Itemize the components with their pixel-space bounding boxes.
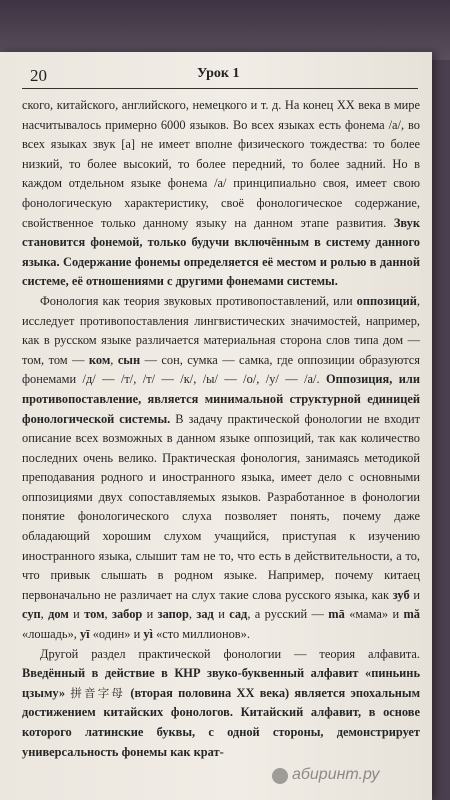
bold-text: yì — [143, 627, 153, 642]
bold-text: дом — [48, 607, 69, 622]
paragraph — [22, 645, 420, 763]
bold-text: оппозиций — [356, 293, 417, 308]
bold-text: запор — [157, 607, 189, 622]
bold-text: yī — [79, 627, 90, 642]
text-run: Другой раздел практической фонологии — теория алфавита. — [40, 646, 420, 661]
text-run: и — [213, 607, 230, 622]
text-run: «сто миллионов». — [152, 627, 250, 642]
bold-text: забор — [111, 607, 143, 622]
text-run: и — [68, 607, 85, 622]
text-run: «лошадь», — [22, 627, 80, 642]
text-run: и — [409, 587, 420, 602]
watermark-logo-icon — [272, 768, 288, 784]
paragraph — [22, 96, 420, 292]
text-run: — сон, сумка — самка, где оппозиции образуются фонемами /д/ — /т/, /т/ — /к/, /ы/ — /о/, /у/ — /а/. — [22, 352, 420, 387]
bold-text: том — [84, 607, 105, 622]
watermark: абиринт.ру — [292, 766, 380, 783]
paragraph — [22, 292, 420, 645]
bold-text: зуб — [392, 587, 410, 602]
background-top — [0, 0, 450, 60]
text-run: , — [188, 607, 197, 622]
bold-text: mă — [403, 607, 420, 622]
bold-text: Введённый в действие в КНР звуко-буквенный алфавит «пиньинь цзыму» — [22, 666, 420, 700]
page-header — [22, 64, 418, 89]
bold-text: mā — [328, 607, 345, 622]
text-run: , — [110, 352, 118, 367]
page-number: 20 — [30, 66, 47, 85]
bold-text: зад — [196, 607, 214, 622]
book-page — [0, 52, 432, 800]
bold-text: сын — [117, 352, 141, 367]
text-run: В задачу практической фонологии не входит описание всех возможных в данном языке оппозиций, так как количество последних очень велико. Практическая фонология, занимаясь методикой преподавания родного и иностранного языка, имеет дело с основными оппозициями двух сопоставляемых языков. Разработанное в фонологии понятие фонологического слуха позволяет понять, почему даже обладающий хорошим слухом учащийся, приступая к изучению иностранного языка, слышит там не то, что есть в действительности, а то, что привык слышать в родном языке. Например, почему китаец первоначально не различает на слух такие слова русского языка, как — [22, 411, 420, 602]
text-run: , исследует противопоставления лингвистических значимостей, например, как в русском языке различается материальная сторона слов типа дом — том, том — — [22, 293, 420, 367]
text-run: , а русский — — [247, 607, 329, 622]
bold-text: Оппозиция, или противопоставление, является минимальной структурной единицей фонологической системы. — [22, 372, 420, 426]
running-head: Урок 1 — [197, 66, 240, 81]
text-run: «мама» и — [344, 607, 404, 622]
text-run: и — [142, 607, 158, 622]
bold-text: ком — [88, 352, 111, 367]
text-run: «один» и — [89, 627, 144, 642]
bold-text: сад — [229, 607, 248, 622]
bold-text: (вторая половина XX века) является эпохальным достижением китайских фонологов. Китайский алфавит, в основе которого латинские буквы, с одной стороны, демонстрирует универсальность фонемы как крат- — [22, 685, 421, 759]
text-run: ского, китайского, английского, немецкого и т. д. На конец XX века в мире насчитывалось примерно 6000 языков. Во всех языках есть фонема /а/, во всех языках звук [а] не имеет вполне физического тождества: то более низкий, то более высокий, то более передний, то более задний. Но в каждом отдельном языке фонема /а/ принципиально своя, имеет свою фонологическую характеристику, своё фонологическое содержание, свойственное только данному языку на данном этапе развития. — [22, 98, 420, 230]
text-run: , — [40, 607, 49, 622]
chinese-text: 拼音字母 — [70, 685, 126, 700]
text-run: Фонология как теория звуковых противопоставлений, или — [40, 293, 357, 308]
bold-text: суп — [22, 607, 41, 622]
text-run: , — [104, 607, 112, 622]
bold-text: Звук становится фонемой, только будучи включённым в систему данного языка. Содержание фонемы определяется её местом и ролью в данной системе, её отношениями с другими фонемами системы. — [22, 215, 420, 289]
body-text — [22, 96, 420, 762]
